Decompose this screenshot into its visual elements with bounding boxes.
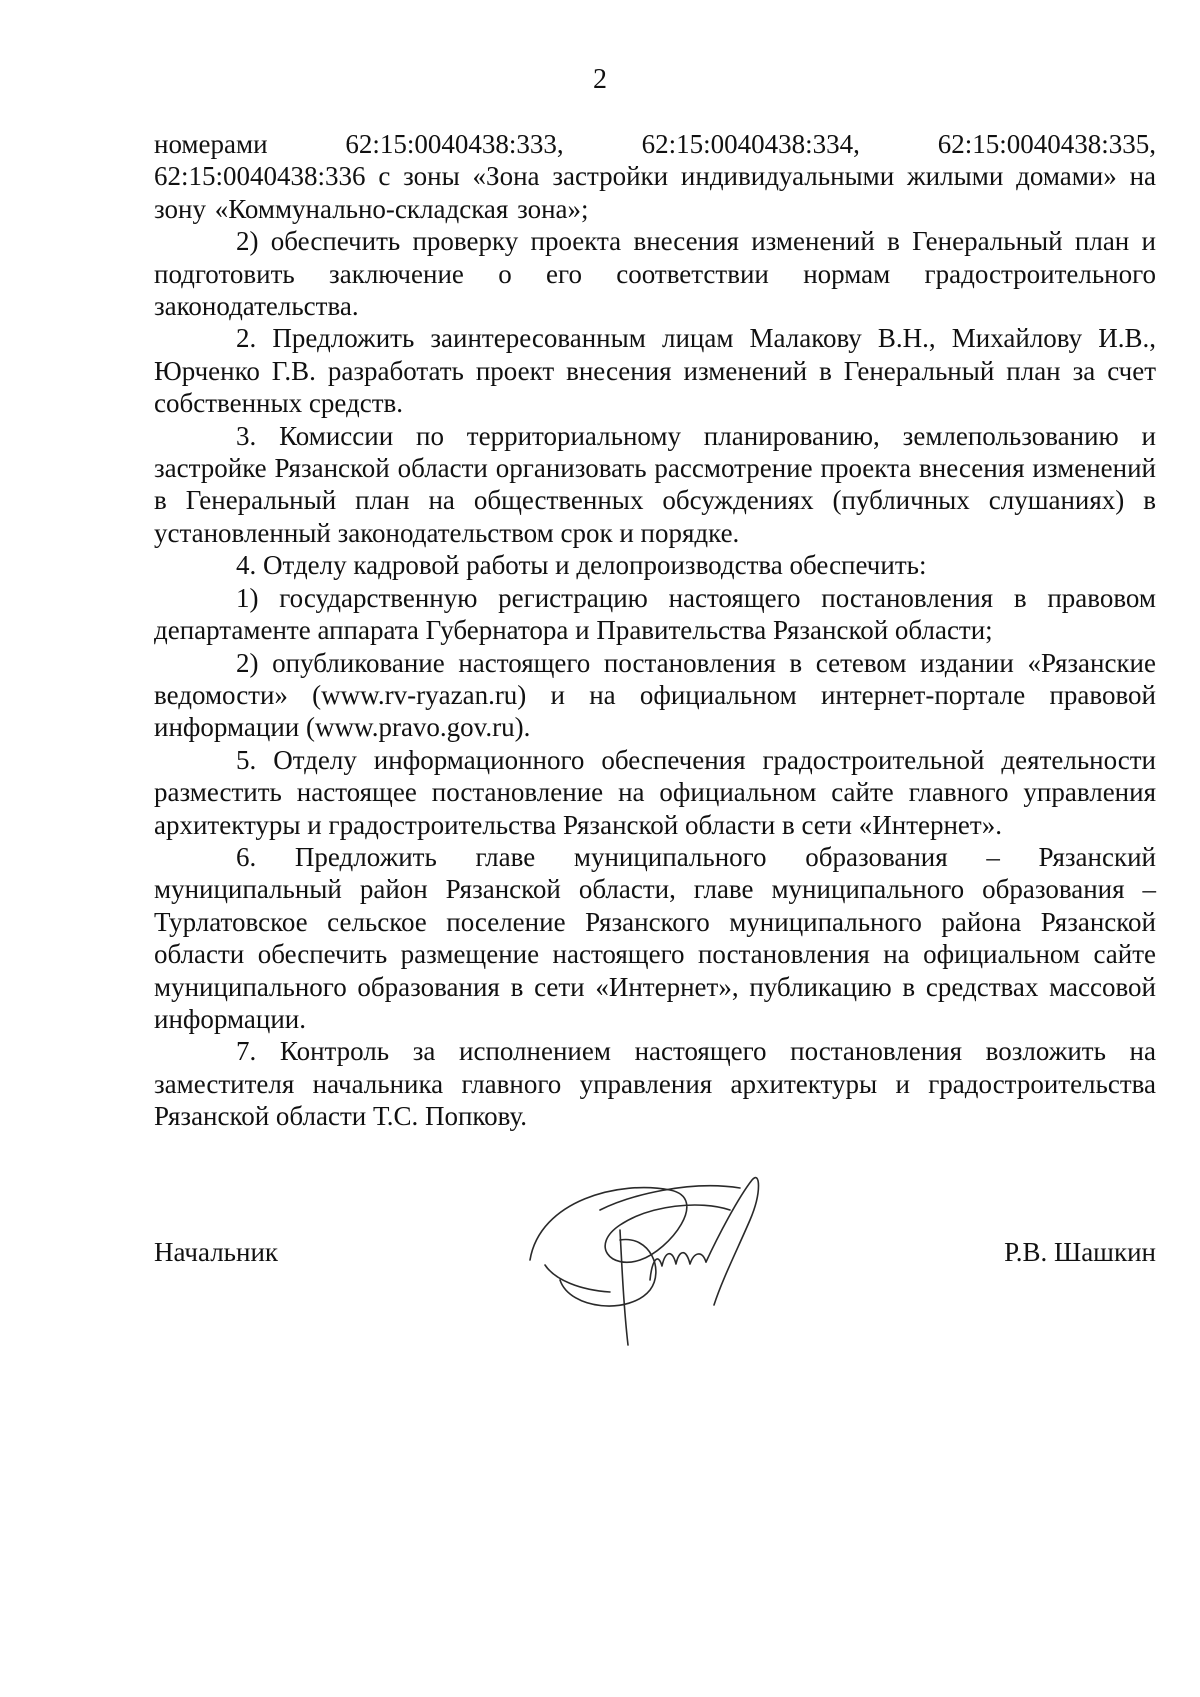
paragraph-item-5: 5. Отделу информационного обеспечения градостроительной деятельности разместить настоящее постановление на официальном сайте главного управления архитектуры и градостроительства Рязанской области в сети «Интернет». — [154, 744, 1156, 840]
paragraph-zone-change: номерами 62:15:0040438:333, 62:15:0040438:334, 62:15:0040438:335, 62:15:0040438:336 с зоны «Зона застройки индивидуальными жилыми домами» на зону «Коммунально-складская зона»; — [154, 129, 1156, 224]
paragraph-item-4: 4. Отделу кадровой работы и делопроизводства обеспечить: — [236, 550, 927, 581]
paragraph-check-project: 2) обеспечить проверку проекта внесения изменений в Генеральный план и подготовить заключение о его соответствии нормам градостроительного законодательства. — [154, 226, 1156, 322]
paragraph-item-4-sub-2: 2) опубликование настоящего постановления в сетевом издании «Рязанские ведомости» (www.rv-ryazan.ru) и на официальном интернет-портале правовой информации (www.pravo.gov.ru). — [154, 647, 1156, 743]
paragraph-item-6: 6. Предложить главе муниципального образования – Рязанский муниципальный район Рязанской области, главе муниципального образования – Турлатовское сельское поселение Рязанского муниципального района Рязанской области обеспечить размещение настоящего постановления на официальном сайте муниципального образования в сети «Интернет», публикацию в средствах массовой информации. — [154, 841, 1156, 1034]
signatory-position: Начальник — [154, 1237, 279, 1267]
page-number: 2 — [593, 64, 607, 95]
paragraph-item-7: 7. Контроль за исполнением настоящего постановления возложить на заместителя начальника главного управления архитектуры и градостроительства Рязанской области Т.С. Попкову. — [154, 1036, 1156, 1132]
signature-block — [154, 1228, 1156, 1288]
paragraph-item-2: 2. Предложить заинтересованным лицам Малакову В.Н., Михайлову И.В., Юрченко Г.В. разработать проект внесения изменений в Генеральный план за счет собственных средств. — [154, 323, 1156, 419]
signatory-name: Р.В. Шашкин — [1004, 1237, 1156, 1267]
document-body — [154, 128, 1156, 1133]
paragraph-item-4-sub-1: 1) государственную регистрацию настоящего постановления в правовом департаменте аппарата Губернатора и Правительства Рязанской области; — [154, 582, 1156, 646]
paragraph-item-3: 3. Комиссии по территориальному планированию, землепользованию и застройке Рязанской области организовать рассмотрение проекта внесения изменений в Генеральный план на общественных обсуждениях (публичных слушаниях) в установленный законодательством срок и порядке. — [154, 420, 1156, 548]
